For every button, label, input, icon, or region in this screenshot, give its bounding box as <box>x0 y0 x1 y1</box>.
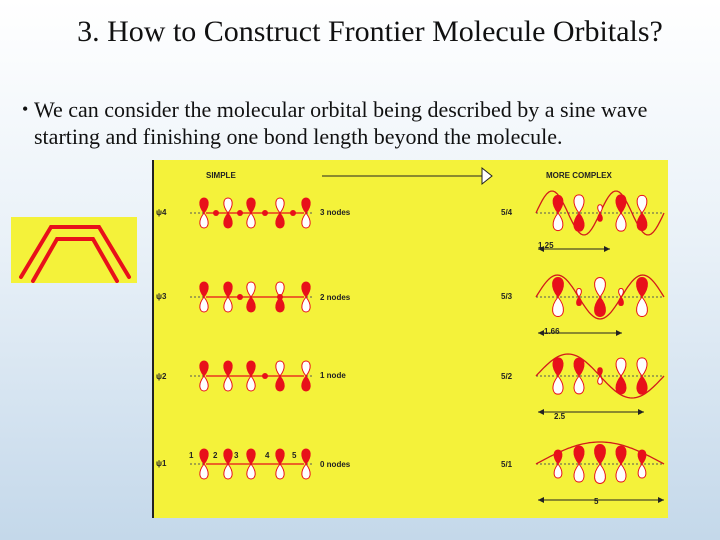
left-orbital-1-1-top-lobe <box>224 282 232 297</box>
right-orbital-2-0-top-lobe <box>553 358 563 376</box>
right-orbital-3-0-bottom-lobe <box>554 464 562 478</box>
psi4-label: ψ4 <box>156 208 167 217</box>
right-orbital-1-0-top-lobe <box>553 278 564 297</box>
left-orbital-2-0-bottom-lobe <box>200 376 208 391</box>
bullet-icon: • <box>22 99 29 119</box>
right-orbital-1-4-bottom-lobe <box>637 297 648 316</box>
nodes-label-psi4: 3 nodes <box>320 208 351 217</box>
right-orbital-3-3-bottom-lobe <box>616 464 626 482</box>
right-orbital-0-4-top-lobe <box>637 195 647 213</box>
right-orbital-1-2-bottom-lobe <box>595 297 606 317</box>
left-orbital-3-4-top-lobe <box>302 449 310 464</box>
left-orbital-3-3-bottom-lobe <box>276 464 284 479</box>
nodes-label-psi2: 1 node <box>320 371 346 380</box>
left-orbital-0-4-bottom-lobe <box>302 213 310 228</box>
left-orbital-0-0-bottom-lobe <box>200 213 208 228</box>
right-orbital-3-4-top-lobe <box>638 450 646 464</box>
left-orbital-2-2-top-lobe <box>247 361 255 376</box>
orbital-figure <box>152 160 668 518</box>
right-orbital-1-3-bottom-lobe <box>619 297 624 306</box>
right-orbital-2-1-bottom-lobe <box>574 376 584 394</box>
slide-title: 3. How to Construct Frontier Molecule Orbitals? <box>77 15 663 48</box>
left-orbital-3-1-bottom-lobe <box>224 464 232 479</box>
more-complex-label: MORE COMPLEX <box>546 171 612 180</box>
right-orbital-0-0-bottom-lobe <box>553 213 563 231</box>
left-orbital-3-4-bottom-lobe <box>302 464 310 479</box>
right-orbital-1-4-top-lobe <box>637 278 648 297</box>
bullet-point <box>22 96 702 150</box>
right-orbital-0-2-top-lobe <box>598 205 603 213</box>
atom-number-3: 3 <box>234 451 239 460</box>
atom-number-5: 5 <box>292 451 297 460</box>
left-orbital-1-1-bottom-lobe <box>224 297 232 312</box>
right-orbital-1-2-top-lobe <box>595 278 606 298</box>
left-orbital-2-4-top-lobe <box>302 361 310 376</box>
left-orbital-3-2-top-lobe <box>247 449 255 464</box>
left-orbital-1-0-bottom-lobe <box>200 297 208 312</box>
nodes-label-psi3: 2 nodes <box>320 293 351 302</box>
right-orbital-0-3-bottom-lobe <box>616 213 626 231</box>
right-orbital-0-3-top-lobe <box>616 195 626 213</box>
right-orbital-0-1-bottom-lobe <box>574 213 584 231</box>
psi3-label: ψ3 <box>156 292 167 301</box>
right-orbital-0-4-bottom-lobe <box>637 213 647 231</box>
right-orbital-3-1-bottom-lobe <box>574 464 584 482</box>
wavelength-arrow-right-head-3 <box>658 497 664 503</box>
ratio-label-psi2: 5/2 <box>501 372 513 381</box>
left-orbital-0-2-top-lobe <box>247 198 255 213</box>
orbital-drawing <box>154 160 668 518</box>
wavelength-arrow-right-head-1 <box>616 330 622 336</box>
wavelength-arrow-left-head-2 <box>538 409 544 415</box>
left-orbital-2-1-bottom-lobe <box>224 376 232 391</box>
right-orbital-2-3-top-lobe <box>616 358 626 376</box>
left-orbital-2-0-top-lobe <box>200 361 208 376</box>
right-orbital-2-4-bottom-lobe <box>637 376 647 394</box>
right-orbital-1-1-bottom-lobe <box>577 297 582 306</box>
left-orbital-0-3-bottom-lobe <box>276 213 284 228</box>
left-orbital-3-3-top-lobe <box>276 449 284 464</box>
wavelength-arrow-right-head-2 <box>638 409 644 415</box>
left-orbital-1-2-bottom-lobe <box>247 297 255 312</box>
left-orbital-1-0-top-lobe <box>200 282 208 297</box>
left-orbital-0-1-top-lobe <box>224 198 232 213</box>
left-orbital-0-1-bottom-lobe <box>224 213 232 228</box>
ratio-label-psi1: 5/1 <box>501 460 513 469</box>
right-orbital-0-2-bottom-lobe <box>598 213 603 221</box>
psi1-label: ψ1 <box>156 459 167 468</box>
complexity-arrow-head <box>482 168 492 184</box>
left-orbital-3-1-top-lobe <box>224 449 232 464</box>
right-orbital-3-1-top-lobe <box>574 446 584 464</box>
psi2-label: ψ2 <box>156 372 167 381</box>
right-orbital-3-0-top-lobe <box>554 450 562 464</box>
right-orbital-1-0-bottom-lobe <box>553 297 564 316</box>
left-orbital-0-4-top-lobe <box>302 198 310 213</box>
right-orbital-2-1-top-lobe <box>574 358 584 376</box>
left-orbital-2-3-bottom-lobe <box>276 376 284 391</box>
left-orbital-1-2-top-lobe <box>247 282 255 297</box>
wavelength-label-psi1: 5 <box>594 497 599 506</box>
simple-label: SIMPLE <box>206 171 236 180</box>
left-orbital-1-4-bottom-lobe <box>302 297 310 312</box>
wavelength-label-psi4: 1.25 <box>538 241 554 250</box>
ratio-label-psi4: 5/4 <box>501 208 513 217</box>
right-orbital-2-0-bottom-lobe <box>553 376 563 394</box>
wavelength-label-psi2: 2.5 <box>554 412 566 421</box>
nodes-label-psi1: 0 nodes <box>320 460 351 469</box>
right-orbital-0-0-top-lobe <box>553 195 563 213</box>
left-orbital-3-2-bottom-lobe <box>247 464 255 479</box>
left-orbital-3-0-bottom-lobe <box>200 464 208 479</box>
ratio-label-psi3: 5/3 <box>501 292 513 301</box>
left-orbital-2-1-top-lobe <box>224 361 232 376</box>
left-orbital-0-2-bottom-lobe <box>247 213 255 228</box>
atom-number-4: 4 <box>265 451 270 460</box>
right-orbital-2-3-bottom-lobe <box>616 376 626 394</box>
right-orbital-3-4-bottom-lobe <box>638 464 646 478</box>
right-orbital-3-2-bottom-lobe <box>595 464 606 484</box>
left-orbital-3-0-top-lobe <box>200 449 208 464</box>
butadiene-chain-diagram <box>11 217 137 283</box>
left-orbital-2-3-top-lobe <box>276 361 284 376</box>
atom-number-1: 1 <box>189 451 194 460</box>
right-orbital-0-1-top-lobe <box>574 195 584 213</box>
right-orbital-2-4-top-lobe <box>637 358 647 376</box>
left-orbital-1-4-top-lobe <box>302 282 310 297</box>
left-orbital-0-3-top-lobe <box>276 198 284 213</box>
wavelength-arrow-left-head-3 <box>538 497 544 503</box>
left-orbital-0-0-top-lobe <box>200 198 208 213</box>
wavelength-label-psi3: 1.66 <box>544 327 560 336</box>
left-orbital-2-2-bottom-lobe <box>247 376 255 391</box>
right-orbital-3-2-top-lobe <box>595 445 606 465</box>
left-orbital-2-4-bottom-lobe <box>302 376 310 391</box>
right-orbital-3-3-top-lobe <box>616 446 626 464</box>
bullet-text: We can consider the molecular orbital being described by a sine wave starting and finishing one bond length beyond the molecule. <box>34 97 648 149</box>
wavelength-arrow-right-head-0 <box>604 246 610 252</box>
chain-icon <box>11 217 137 283</box>
atom-number-2: 2 <box>213 451 218 460</box>
